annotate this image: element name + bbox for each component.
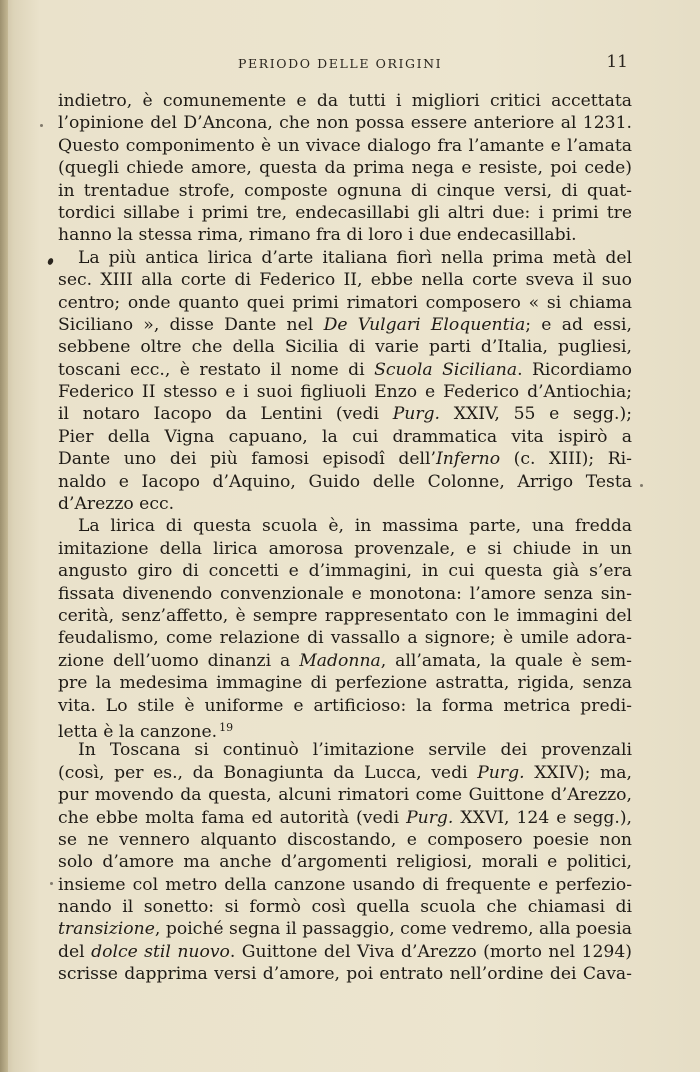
text-italic: Purg. xyxy=(392,404,441,425)
text-line: pur movendo da questa, alcuni rimatori come Guittone d’Arezzo, xyxy=(58,785,632,806)
page-spine-shadow xyxy=(0,0,8,1072)
text-line: La più antica lirica d’arte italiana fiorì nella prima metà del xyxy=(78,247,632,268)
text-line: d’Arezzo ecc. xyxy=(58,494,175,515)
text-line: cerità, senz’affetto, è sempre rappresentato con le immagini del xyxy=(58,605,632,626)
text-line xyxy=(58,941,632,963)
text-italic: Madonna xyxy=(299,650,381,671)
text-line: hanno la stessa rima, rimano fra di loro i due endecasillabi. xyxy=(58,225,577,246)
text-run: letta è la canzone. xyxy=(58,721,218,742)
text-line: solo d’amore ma anche d’argomenti religiosi, morali e politici, xyxy=(58,852,632,873)
text-line xyxy=(58,314,632,336)
text-italic: Inferno xyxy=(436,449,501,470)
text-run: , poiché segna il passaggio, come vedremo, alla poesia xyxy=(154,919,632,940)
text-run: , all’amata, la quale è sem- xyxy=(380,650,632,671)
text-run: . Ricordiamo xyxy=(517,359,632,380)
text-line: (quegli chiede amore, questa da prima nega e resiste, poi cede) xyxy=(58,158,632,179)
text-line: sec. XIII alla corte di Federico II, ebbe nella corte sveva il suo xyxy=(58,270,632,291)
text-line: pre la medesima immagine di perfezione astratta, rigida, senza xyxy=(58,673,632,694)
text-line: nando il sonetto: si formò così quella scuola che chiamasi di xyxy=(58,897,632,918)
text-line xyxy=(58,918,632,940)
paragraph-mark-icon xyxy=(47,257,54,265)
text-line xyxy=(58,807,632,829)
text-italic: Scuola Siciliana xyxy=(374,359,518,380)
text-line: scrisse dapprima versi d’amore, poi entrato nell’ordine dei Cava- xyxy=(58,964,632,985)
text-line: imitazione della lirica amorosa provenzale, e si chiude in un xyxy=(58,538,632,559)
text-line: centro; onde quanto quei primi rimatori composero « si chiama xyxy=(58,292,632,313)
text-line: La lirica di questa scuola è, in massima parte, una fredda xyxy=(78,516,632,537)
text-line xyxy=(58,448,632,470)
text-run: Dante uno dei più famosi episodî dell’ xyxy=(58,449,437,470)
text-run: il notaro Iacopo da Lentini (vedi xyxy=(58,404,379,425)
running-head-title: PERIODO DELLE ORIGINI xyxy=(238,56,443,71)
ink-speck xyxy=(40,124,43,127)
ink-speck xyxy=(640,484,643,487)
text-italic: transizione xyxy=(58,919,155,940)
text-line: Pier della Vigna capuano, la cui drammatica vita ispirò a xyxy=(58,426,632,447)
text-line: Questo componimento è un vivace dialogo fra l’amante e l’amata xyxy=(58,135,632,156)
text-run: (così, per es., da Bonagiunta da Lucca, vedi xyxy=(58,762,468,783)
text-run: XXIV, 55 e segg.); xyxy=(453,404,632,425)
text-run: XXIV); ma, xyxy=(534,762,632,783)
text-run: toscani ecc., è restato il nome di xyxy=(58,359,365,380)
text-line xyxy=(58,403,632,425)
text-run: zione dell’uomo dinanzi a xyxy=(58,650,291,671)
footnote-marker[interactable]: 19 xyxy=(219,720,234,734)
text-italic: De Vulgari Eloquentia xyxy=(323,314,526,335)
text-line xyxy=(58,359,632,381)
text-italic: Purg. xyxy=(477,762,525,783)
text-line: naldo e Iacopo d’Aquino, Guido delle Colonne, Arrigo Testa xyxy=(58,471,632,492)
ink-speck xyxy=(50,882,53,885)
text-line: In Toscana si continuò l’imitazione servile dei provenzali xyxy=(78,740,632,761)
text-line: in trentadue strofe, composte ognuna di cinque versi, di quat- xyxy=(58,180,632,201)
running-header xyxy=(0,51,700,75)
text-line xyxy=(58,717,632,742)
text-italic: Purg. xyxy=(406,807,454,828)
text-run: del xyxy=(58,941,85,962)
page-number: 11 xyxy=(606,52,628,72)
text-line: se ne vennero alquanto discostando, e composero poesie non xyxy=(58,829,632,850)
text-run: ; e ad essi, xyxy=(525,314,632,335)
text-line: indietro, è comunemente e da tutti i migliori critici accettata xyxy=(58,91,632,111)
text-line: feudalismo, come relazione di vassallo a signore; è umile adora- xyxy=(58,628,632,649)
text-line: l’opinione del D’Ancona, che non possa essere anteriore al 1231. xyxy=(58,113,632,134)
text-italic: dolce stil nuovo xyxy=(91,941,230,962)
text-line xyxy=(58,650,632,672)
text-line: angusto giro di concetti e d’immagini, in cui questa già s’era xyxy=(58,561,632,582)
text-line: vita. Lo stile è uniforme e artificioso: la forma metrica predi- xyxy=(58,695,632,716)
body-text xyxy=(58,90,632,986)
text-run: (c. XIII); Ri- xyxy=(513,449,632,470)
text-run: . Guittone del Viva d’Arezzo (morto nel 1294) xyxy=(229,941,632,962)
text-line: insieme col metro della canzone usando di frequente e perfezio- xyxy=(58,874,632,895)
text-line: fissata divenendo convenzionale e monotona: l’amore senza sin- xyxy=(58,583,632,604)
text-line xyxy=(58,762,632,784)
text-line: Federico II stesso e i suoi figliuoli Enzo e Federico d’Antiochia; xyxy=(58,382,632,403)
text-run: Siciliano », disse Dante nel xyxy=(58,314,314,335)
text-run: XXVI, 124 e segg.), xyxy=(460,807,632,828)
text-line: sebbene oltre che della Sicilia di varie parti d’Italia, pugliesi, xyxy=(58,337,632,358)
text-run: che ebbe molta fama ed autorità (vedi xyxy=(58,807,400,828)
text-line: tordici sillabe i primi tre, endecasillabi gli altri due: i primi tre xyxy=(58,202,632,223)
